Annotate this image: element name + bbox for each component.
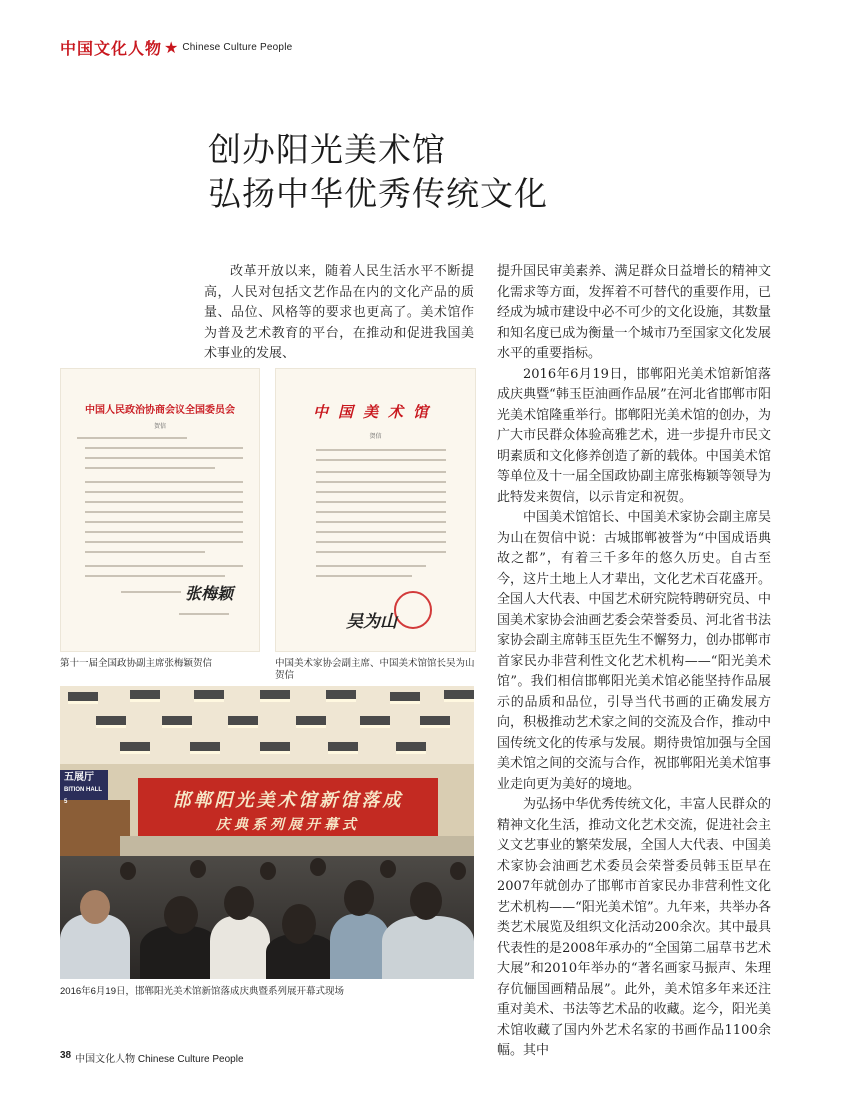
signature: 吴为山 (346, 612, 397, 632)
page-number: 38 (60, 1050, 72, 1061)
photo-caption: 2016年6月19日，邯郸阳光美术馆新馆落成庆典暨系列展开幕式现场 (60, 986, 344, 997)
title-line-2: 弘扬中华优秀传统文化 (208, 174, 548, 213)
letter-letterhead: 中国美术馆 (312, 403, 438, 421)
page-footer (60, 1050, 244, 1065)
red-seal-icon (394, 591, 432, 629)
hall-sign-en: BITION HALL 5 (64, 787, 102, 805)
paragraph: 2016年6月19日，邯郸阳光美术馆新馆落成庆典暨“韩玉臣油画作品展”在河北省邯郸市阳光美术馆隆重举行。邯郸阳光美术馆的创办，为广大市民群众体验高雅艺术，进一步提升市民文明素质和文化修养创造了新的载体。中国美术馆等单位及十一届全国政协副主席张梅颖等领导为此特发来贺信，以示肯定和祝贺。 (497, 366, 771, 505)
right-text-column (497, 262, 771, 1062)
magazine-brand-cn: 中国文化人物 (60, 38, 163, 58)
footer-text: 中国文化人物 Chinese Culture People (75, 1054, 244, 1065)
congratulatory-letter-cppcc (60, 368, 260, 652)
audience-crowd (60, 856, 474, 979)
paragraph: 为弘扬中华优秀传统文化，丰富人民群众的精神文化生活，推动文化艺术交流，促进社会主义文艺事业的繁荣发展，全国人大代表、中国美术家协会油画艺术委员会荣誉委员韩玉臣早在2007年就创办了邯郸市首家民办非营利性文化艺术机构——“阳光美术馆”。九年来，共举办各类艺术展览及组织文化活动200余次。其中最具代表性的是2008年承办的“全国第二届草书艺术大展”和2010年举办的“著名画家马振声、朱理存伉俪国画精品展”。此外，美术馆多年来还注重对美术、书法等艺术品的收藏。迄今，阳光美术馆收藏了国内外艺术名家的书画作品1100余幅。其中 (497, 797, 771, 1058)
congratulatory-letter-namoc (275, 368, 476, 652)
hall-sign (60, 770, 108, 805)
banner-line-1: 邯郸阳光美术馆新馆落成 (172, 790, 404, 811)
letter-heading: 贺信 (153, 423, 166, 430)
ceiling (60, 686, 474, 764)
page-header (60, 34, 292, 60)
left-text-column (204, 262, 474, 365)
letter-heading: 贺信 (369, 433, 382, 440)
signature: 张梅颖 (185, 584, 234, 603)
magazine-brand-en: Chinese Culture People (182, 41, 293, 53)
article-title (208, 128, 548, 216)
paragraph-continued: 提升国民审美素养、满足群众日益增长的精神文化需求等方面，发挥着不可替代的重要作用，已经成为城市建设中必不可少的文化设施，其数量和知名度已成为衡量一个城市乃至国家文化发展水平的重要指标。 (497, 264, 771, 361)
letter-letterhead: 中国人民政治协商会议全国委员会 (85, 405, 235, 416)
paragraph: 中国美术馆馆长、中国美术家协会副主席吴为山在贺信中说：古城邯郸被誉为“中国成语典故之都”，有着三千多年的悠久历史。自古至今，这片土地上人才辈出，文化艺术百花盛开。全国人大代表、中国艺术研究院特聘研究员、中国美术家协会油画艺委会荣誉委员、河北省书法家协会副主席韩玉臣先生不懈努力，创办邯郸市首家民办非营利性文化艺术机构——“阳光美术馆”。我们相信邯郸阳光美术馆必能坚持作品展示的品质和品位，引导当代书画的正确发展方向，积极推动艺术家之间的交流及合作，推动中国传统文化的传承与发展。期待贵馆加强与全国美术馆之间的交流与合作，祝邯郸阳光美术馆事业走向更为美好的境地。 (497, 510, 771, 792)
title-line-1: 创办阳光美术馆 (208, 130, 446, 169)
photo-caption: 中国美术家协会副主席、中国美术馆馆长吴为山贺信 (275, 658, 475, 681)
photo-caption: 第十一届全国政协副主席张梅颖贺信 (60, 658, 213, 669)
star-icon: ★ (164, 37, 179, 57)
banner-line-2: 庆典系列展开幕式 (216, 817, 360, 833)
opening-ceremony-photo (60, 686, 474, 979)
paragraph: 改革开放以来，随着人民生活水平不断提高，人民对包括文艺作品在内的文化产品的质量、品位、风格等的要求也更高了。美术馆作为普及艺术教育的平台，在推动和促进我国美术事业的发展、 (204, 264, 474, 361)
hall-sign-cn: 五展厅 (64, 772, 94, 783)
event-banner (138, 778, 438, 840)
